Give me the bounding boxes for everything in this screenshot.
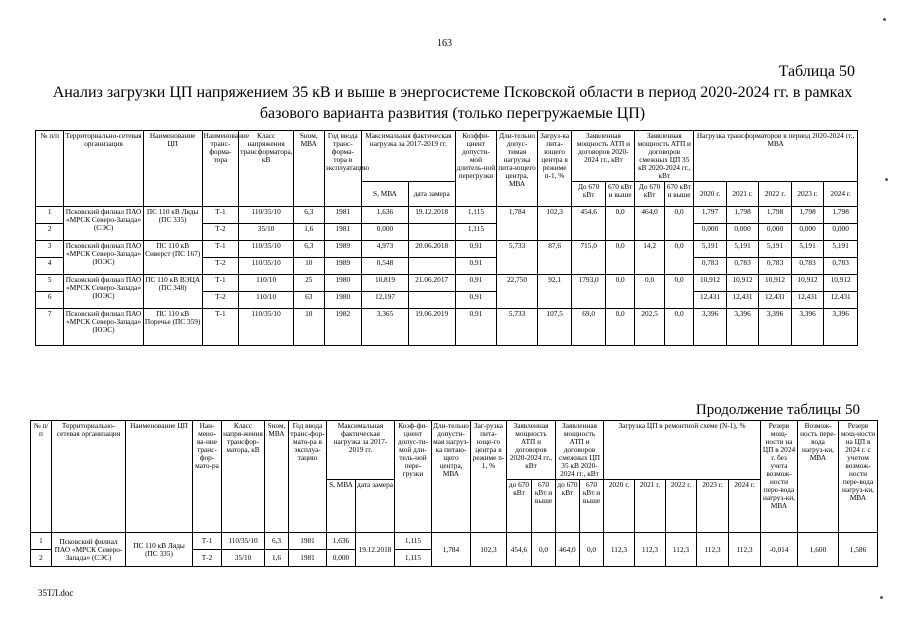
- header-long-term-load: Дли-тельно допусти-мая нагруз-ка питаю-щего центра, МВА: [432, 421, 471, 533]
- center-name: ПС 110 кВ Поречье (ПС 359): [143, 309, 202, 346]
- declared35-over-670: 0,0: [580, 533, 604, 567]
- organization-name: Псковский филиал ПАО «МРСК Северо-Запада» (ЮЭС): [64, 275, 143, 309]
- transformer-load-value: 0,000: [791, 224, 824, 241]
- transformer-load-value: 0,000: [694, 224, 727, 241]
- header-declared-power-35kv: Заявленная мощность АТП и договоров смежных ЦП 35 кВ 2020-2024 гг., кВт: [635, 131, 694, 182]
- nominal-power: 6,3: [294, 241, 324, 258]
- measure-date: [408, 292, 455, 309]
- header-year: 2024 г.: [824, 182, 858, 207]
- transformer-load-value: 0,000: [824, 224, 858, 241]
- header-measure-date: дата замера: [408, 182, 455, 207]
- nominal-power: 1,6: [294, 224, 324, 241]
- row-number: 1: [36, 207, 64, 224]
- overload-coef: 0,91: [455, 292, 497, 309]
- voltage-class: 110/35/10: [239, 241, 294, 258]
- declared35-up-to-670: 464,0: [556, 533, 580, 567]
- header-up-to-670: до 670 кВт: [556, 480, 580, 533]
- overload-coef: 0,91: [455, 275, 497, 292]
- header-max-load: Максимальная фактическая нагрузка за 2017-2019 гг.: [327, 421, 395, 480]
- header-reserve-with-transfer: Резерв мощ-ности на ЦП в 2024 г. с учетом возмож-ности пере-вода нагруз-ки, МВА: [839, 421, 878, 533]
- transformer-load-value: 3,396: [726, 309, 759, 346]
- transformer-load-value: 0,000: [726, 224, 759, 241]
- header-center-name: Наименование ЦП: [143, 131, 202, 207]
- declared35-up-to-670: 14,2: [635, 241, 664, 275]
- table-row: [36, 275, 858, 292]
- header-overload-coef: Коэффи-циент допусти-мой длитель-ной перегрузки: [455, 131, 497, 207]
- row-number: 4: [36, 258, 64, 275]
- commission-year: 1980: [324, 292, 362, 309]
- transformer-load-value: 0,783: [726, 258, 759, 275]
- max-load-value: 12,197: [362, 292, 409, 309]
- nominal-power: 6,3: [294, 207, 324, 224]
- header-year: 2020 г.: [694, 182, 727, 207]
- overload-coef: 1,115: [395, 550, 432, 567]
- declared-over-670: 0,0: [605, 207, 634, 241]
- header-nominal-power: Sном, МВА: [265, 421, 289, 533]
- header-measure-date: дата замера: [356, 480, 395, 533]
- declared35-up-to-670: 464,0: [635, 207, 664, 241]
- header-organization: Территориально-сетевая организация: [52, 421, 126, 533]
- declared-over-670: 0,0: [605, 275, 634, 309]
- header-max-s: S, МВА: [362, 182, 409, 207]
- transformer-load-value: 5,191: [824, 241, 858, 258]
- transformer: Т-2: [202, 292, 239, 309]
- organization-name: Псковский филиал ПАО «МРСК Северо-Запада» (СЭС): [64, 207, 143, 241]
- transformer-load-value: 12,431: [694, 292, 727, 309]
- declared-up-to-670: 1793,0: [572, 275, 606, 309]
- max-load-value: 0,548: [362, 258, 409, 275]
- header-year: 2022 г.: [759, 182, 792, 207]
- long-term-load: 5,733: [497, 241, 538, 275]
- measure-date: 19.06.2019: [408, 309, 455, 346]
- header-commission-year: Год ввода транс-фор-мато-ра в эксплуа-тацию: [289, 421, 327, 533]
- header-year: 2020 г.: [604, 480, 635, 533]
- header-transformer: Наи-мено-ва-ние транс-фор-мато-ра: [193, 421, 222, 533]
- voltage-class: 110/35/10: [239, 207, 294, 224]
- declared35-up-to-670: 0,0: [635, 275, 664, 309]
- long-term-load: 5,733: [497, 309, 538, 346]
- center-load-percent: 102,3: [471, 533, 507, 567]
- header-over-670: 670 кВт и выше: [580, 480, 604, 533]
- commission-year: 1989: [324, 241, 362, 258]
- declared35-over-670: 0,0: [664, 309, 693, 346]
- transformer: Т-2: [193, 550, 222, 567]
- voltage-class: 110/35/10: [239, 258, 294, 275]
- transformer-load-value: 1,798: [759, 207, 792, 224]
- transformer-load-value: 3,396: [791, 309, 824, 346]
- header-year: 2023 г.: [791, 182, 824, 207]
- header-center-load: Загруз-ка пита-ющего центра в режиме n-1, %: [537, 131, 572, 207]
- overload-coef: 1,115: [395, 533, 432, 550]
- center-load-percent: 107,5: [537, 309, 572, 346]
- measure-date: 19.12.2018: [408, 207, 455, 224]
- transformer-load-value: 3,396: [759, 309, 792, 346]
- transformer-load-value: 12,431: [759, 292, 792, 309]
- transformer-load-value: 5,191: [791, 241, 824, 258]
- table-row: [36, 207, 858, 224]
- table-row: [36, 309, 858, 346]
- row-number: 1: [31, 533, 52, 550]
- row-number: 7: [36, 309, 64, 346]
- header-year: 2024 г.: [729, 480, 761, 533]
- overload-coef: 1,115: [455, 224, 497, 241]
- header-reserve-without-transfer: Резерв мощ-ности на ЦП в 2024 г. без учета возмож-ности пере-вода нагруз-ки, МВА: [761, 421, 798, 533]
- declared-over-670: 0,0: [532, 533, 556, 567]
- header-voltage-class: Класс напря-жения трансфор-матора, кВ: [222, 421, 265, 533]
- declared35-up-to-670: 202,5: [635, 309, 664, 346]
- header-voltage-class: Класс напряжения трансформатора, кВ: [239, 131, 294, 207]
- transformer-load-value: 12,431: [791, 292, 824, 309]
- header-organization: Территориально-сетевая организация: [64, 131, 143, 207]
- header-up-to-670: До 670 кВт: [572, 182, 606, 207]
- reserve-without-transfer: -0,014: [761, 533, 798, 567]
- declared35-over-670: 0,0: [664, 241, 693, 275]
- scan-mark: [880, 596, 883, 599]
- repair-load-value: 112,3: [697, 533, 729, 567]
- row-number: 3: [36, 241, 64, 258]
- center-load-percent: 87,6: [537, 241, 572, 275]
- header-number: № п/п: [36, 131, 64, 207]
- voltage-class: 35/10: [239, 224, 294, 241]
- transformer-load-value: 0,000: [759, 224, 792, 241]
- nominal-power: 63: [294, 292, 324, 309]
- continuation-table: [30, 420, 878, 567]
- document-heading: Анализ загрузки ЦП напряжением 35 кВ и выше в энергосистеме Псковской области в период 2020-2024 гг. в рамках базового варианта развития (только перегружаемые ЦП): [52, 84, 853, 122]
- header-overload-coef: Коэф-фи-циент допус-ти-мой дли-тель-ной пере-грузки: [395, 421, 432, 533]
- transformer-load-value: 0,783: [791, 258, 824, 275]
- commission-year: 1981: [324, 224, 362, 241]
- max-load-value: 4,973: [362, 241, 409, 258]
- center-name: ПС 110 кВ Сиверст (ПС 167): [143, 241, 202, 275]
- transformer-load-value: 5,191: [694, 241, 727, 258]
- header-up-to-670: до 670 кВт: [507, 480, 532, 533]
- transformer-load-value: 10,912: [791, 275, 824, 292]
- footer-filename: 35ТЛ.doc: [38, 588, 74, 598]
- load-transfer: 1,600: [798, 533, 839, 567]
- header-year: 2021 г.: [726, 182, 759, 207]
- row-number: 2: [31, 550, 52, 567]
- commission-year: 1981: [289, 550, 327, 567]
- max-load-value: 1,636: [327, 533, 356, 550]
- declared-up-to-670: 454,6: [507, 533, 532, 567]
- transformer-load-value: 0,783: [824, 258, 858, 275]
- transformer-load-value: 10,912: [759, 275, 792, 292]
- repair-load-value: 112,3: [635, 533, 666, 567]
- declared-over-670: 0,0: [605, 309, 634, 346]
- transformer: Т-1: [193, 533, 222, 550]
- repair-load-value: 112,3: [604, 533, 635, 567]
- transformer-load-value: 12,431: [726, 292, 759, 309]
- continuation-title: Продолжение таблицы 50: [695, 402, 860, 418]
- load-analysis-table: [35, 130, 858, 346]
- transformer-load-value: 10,912: [824, 275, 858, 292]
- declared35-over-670: 0,0: [664, 207, 693, 241]
- long-term-load: 22,750: [497, 275, 538, 309]
- scan-mark: [883, 18, 886, 21]
- scan-mark: [885, 178, 888, 181]
- commission-year: 1989: [324, 258, 362, 275]
- nominal-power: 1,6: [265, 550, 289, 567]
- transformer-load-value: 10,912: [694, 275, 727, 292]
- transformer-load-value: 0,783: [694, 258, 727, 275]
- commission-year: 1982: [324, 309, 362, 346]
- overload-coef: 0,91: [455, 309, 497, 346]
- organization-name: Псковский филиал ПАО «МРСК Северо-Запада» (ЮЭС): [64, 241, 143, 275]
- max-load-value: 3,365: [362, 309, 409, 346]
- table-row: [31, 533, 878, 550]
- header-over-670: 670 кВт и выше: [605, 182, 634, 207]
- transformer-load-value: 1,797: [694, 207, 727, 224]
- transformer-load-value: 0,783: [759, 258, 792, 275]
- transformer-load-value: 5,191: [759, 241, 792, 258]
- transformer-load-value: 3,396: [824, 309, 858, 346]
- repair-load-value: 112,3: [729, 533, 761, 567]
- declared35-over-670: 0,0: [664, 275, 693, 309]
- row-number: 5: [36, 275, 64, 292]
- overload-coef: 0,91: [455, 258, 497, 275]
- transformer-load-value: 1,798: [824, 207, 858, 224]
- max-load-value: 0,000: [362, 224, 409, 241]
- max-load-value: 10,819: [362, 275, 409, 292]
- header-declared-power-35kv: Заявленная мощность АТП и договоров смежных ЦП 35 кВ 2020-2024 гг., кВт: [556, 421, 604, 480]
- center-name: ПС 110 кВ ВЭЦА (ПС 348): [143, 275, 202, 309]
- voltage-class: 110/10: [239, 292, 294, 309]
- transformer: Т-1: [202, 309, 239, 346]
- center-load-percent: 102,3: [537, 207, 572, 241]
- overload-coef: 0,91: [455, 241, 497, 258]
- center-name: ПС 110 кВ Ляды (ПС 335): [126, 533, 193, 567]
- transformer-load-value: 10,912: [726, 275, 759, 292]
- declared-over-670: 0,0: [605, 241, 634, 275]
- voltage-class: 110/10: [239, 275, 294, 292]
- measure-date: 20.06.2018: [408, 241, 455, 258]
- header-long-term-load: Дли-тельно допус-тимая нагрузка пита-ющего центра, МВА: [497, 131, 538, 207]
- header-over-670: 670 кВт и выше: [664, 182, 693, 207]
- repair-load-value: 112,3: [666, 533, 697, 567]
- header-transformer-load: Нагрузка трансформаторов в период 2020-2024 гг., МВА: [694, 131, 858, 182]
- row-number: 6: [36, 292, 64, 309]
- table-title: Таблица 50: [778, 63, 855, 80]
- header-center-name: Наименование ЦП: [126, 421, 193, 533]
- transformer-load-value: 3,396: [694, 309, 727, 346]
- overload-coef: 1,115: [455, 207, 497, 224]
- voltage-class: 110/35/10: [239, 309, 294, 346]
- header-up-to-670: До 670 кВт: [635, 182, 664, 207]
- commission-year: 1981: [324, 207, 362, 224]
- nominal-power: 25: [294, 275, 324, 292]
- header-number: № п/п: [31, 421, 52, 533]
- long-term-load: 1,784: [497, 207, 538, 241]
- header-center-load: Заг-рузка пита-юще-го центра в режиме n-1, %: [471, 421, 507, 533]
- commission-year: 1980: [324, 275, 362, 292]
- header-declared-power: Заявленная мощность АТП и договоров 2020-2024 гг., кВт: [507, 421, 556, 480]
- header-max-s: S, МВА: [327, 480, 356, 533]
- organization-name: Псковский филиал ПАО «МРСК Северо-Запада» (ЮЭС): [64, 309, 143, 346]
- header-year: 2022 г.: [666, 480, 697, 533]
- transformer-load-value: 1,798: [726, 207, 759, 224]
- voltage-class: 35/10: [222, 550, 265, 567]
- declared-up-to-670: 454,6: [572, 207, 606, 241]
- measure-date: 21.06.2017: [408, 275, 455, 292]
- header-over-670: 670 кВт и выше: [532, 480, 556, 533]
- header-year: 2023 г.: [697, 480, 729, 533]
- header-repair-scheme-load: Загрузка ЦП в ремонтной схеме (N-1), %: [604, 421, 761, 480]
- declared-up-to-670: 69,0: [572, 309, 606, 346]
- transformer: Т-1: [202, 207, 239, 224]
- center-name: ПС 110 кВ Ляды (ПС 335): [143, 207, 202, 241]
- header-load-transfer: Возмож-ность пере-вода нагруз-ки, МВА: [798, 421, 839, 533]
- header-max-load: Максимальная фактическая нагрузка за 2017-2019 гг.: [362, 131, 455, 182]
- header-nominal-power: Sном, МВА: [294, 131, 324, 207]
- header-commission-year: Год ввода транс-форма-тора в эксплуатацию: [324, 131, 362, 207]
- header-declared-power: Заявленная мощность АТП и договоров 2020-2024 гг., кВт: [572, 131, 635, 182]
- organization-name: Псковский филиал ПАО «МРСК Северо-Запада» (СЭС): [52, 533, 126, 567]
- transformer: Т-2: [202, 224, 239, 241]
- row-number: 2: [36, 224, 64, 241]
- measure-date: [408, 224, 455, 241]
- nominal-power: 6,3: [265, 533, 289, 550]
- page-number: 163: [437, 38, 452, 49]
- voltage-class: 110/35/10: [222, 533, 265, 550]
- nominal-power: 10: [294, 309, 324, 346]
- commission-year: 1981: [289, 533, 327, 550]
- nominal-power: 10: [294, 258, 324, 275]
- long-term-load: 1,784: [432, 533, 471, 567]
- transformer-load-value: 5,191: [726, 241, 759, 258]
- transformer-load-value: 1,798: [791, 207, 824, 224]
- reserve-with-transfer: 1,586: [839, 533, 878, 567]
- header-transformer: Наименование транс-форма-тора: [202, 131, 239, 207]
- transformer-load-value: 12,431: [824, 292, 858, 309]
- center-load-percent: 92,1: [537, 275, 572, 309]
- table-row: [36, 241, 858, 258]
- transformer: Т-1: [202, 275, 239, 292]
- transformer: Т-1: [202, 241, 239, 258]
- measure-date: 19.12.2018: [356, 533, 395, 567]
- measure-date: [408, 258, 455, 275]
- transformer: Т-2: [202, 258, 239, 275]
- header-year: 2021 г.: [635, 480, 666, 533]
- max-load-value: 0,000: [327, 550, 356, 567]
- max-load-value: 1,636: [362, 207, 409, 224]
- declared-up-to-670: 715,0: [572, 241, 606, 275]
